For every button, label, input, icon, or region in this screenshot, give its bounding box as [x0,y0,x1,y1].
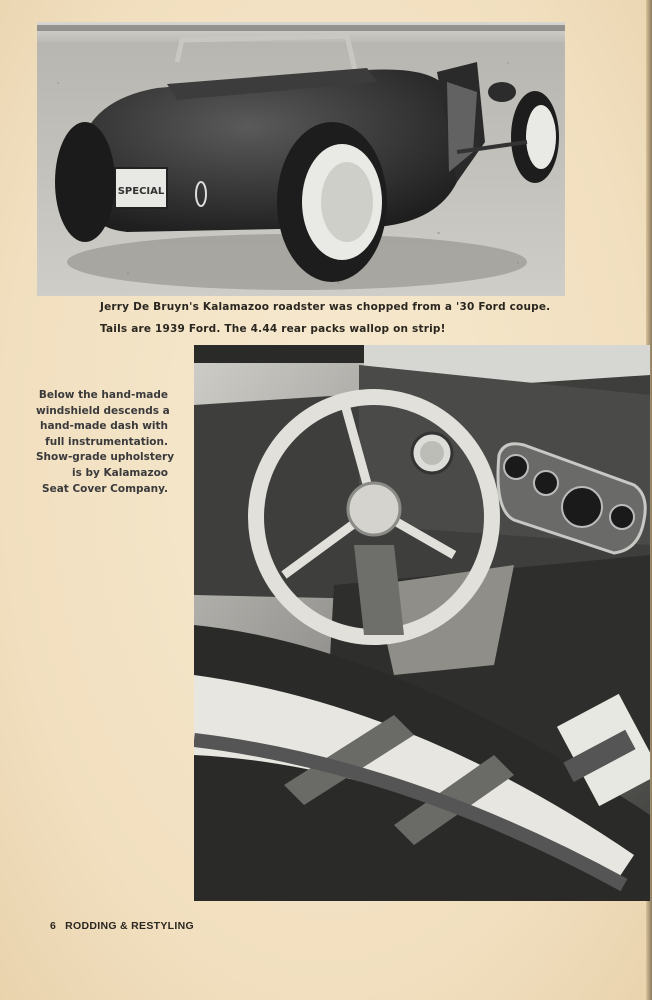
caption-line: full instrumentation. [45,435,168,448]
side-caption [36,388,175,497]
page-number: 6 [50,920,57,932]
roadster-photo [37,22,565,296]
caption-line: Show-grade upholstery [36,451,175,464]
interior-photo [194,345,650,901]
page-footer [50,920,194,932]
caption-line: Below the hand-made [38,389,168,401]
caption-line: Tails are 1939 Ford. The 4.44 rear packs wallop on strip! [100,323,446,335]
license-plate-text: SPECIAL [117,186,165,197]
magazine-title: RODDING & RESTYLING [65,920,194,932]
caption-line: Jerry De Bruyn's Kalamazoo roadster was chopped from a '30 Ford coupe. [100,301,551,313]
caption-line: hand-made dash with [39,420,168,433]
caption-line: Seat Cover Company. [42,482,168,495]
caption-line: windshield descends a [36,404,170,417]
top-photo-caption [100,296,551,340]
caption-line: is by Kalamazoo [72,466,168,479]
